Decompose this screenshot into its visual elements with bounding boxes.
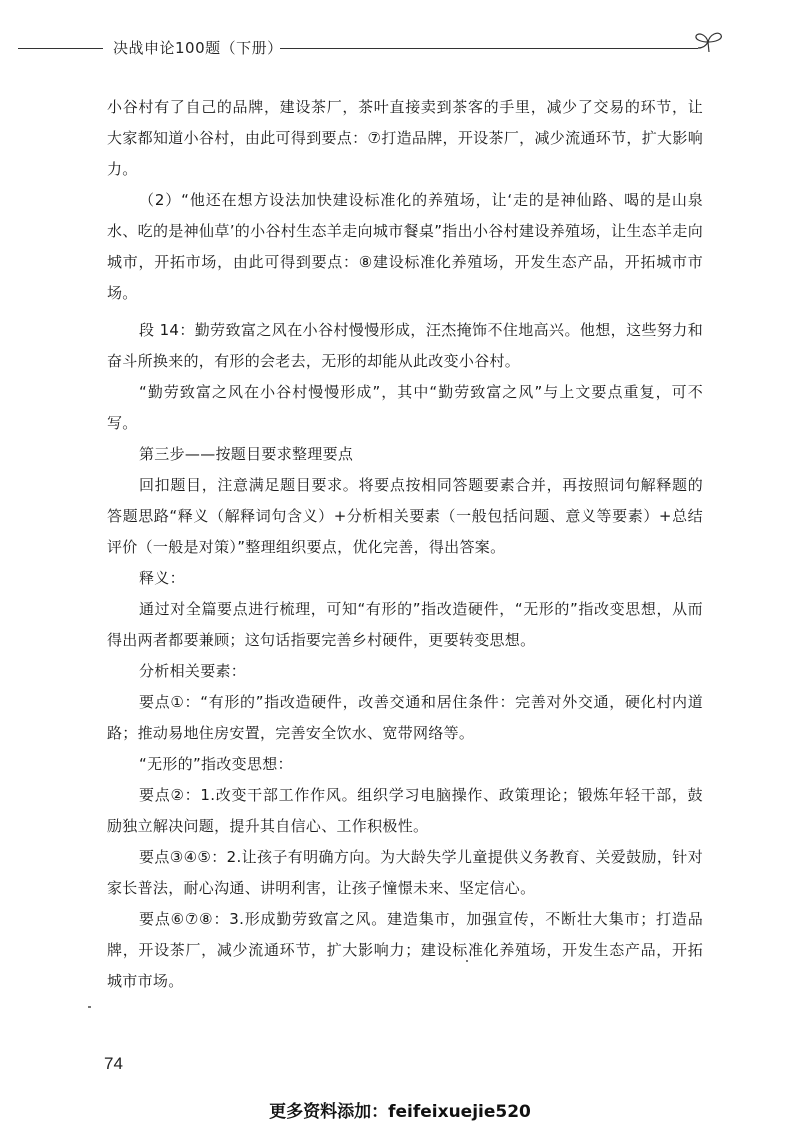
header-rule-left: [18, 48, 103, 49]
header-rule-right: [280, 48, 698, 49]
running-header: [18, 34, 718, 62]
paragraph-answer-approach: 回扣题目，注意满足题目要求。将要点按相同答题要素合并，再按照词句解释题的答题思路“释义（解释词句含义）+分析相关要素（一般包括问题、意义等要素）+总结评价（一般是对策）”整理组织要点，优化完善，得出答案。: [107, 476, 703, 556]
paragraph-point-1: 要点①：“有形的”指改造硬件，改善交通和居住条件：完善对外交通，硬化村内道路；推动易地住房安置，完善安全饮水、宽带网络等。: [107, 693, 703, 742]
scan-speck: [88, 1006, 91, 1008]
paragraph-section-14: 段 14：勤劳致富之风在小谷村慢慢形成，汪杰掩饰不住地高兴。他想，这些努力和奋斗所换来的，有形的会老去，无形的却能从此改变小谷村。: [107, 321, 703, 370]
scan-speck: [466, 960, 468, 962]
page-number: 74: [104, 1054, 123, 1073]
footer-note: 更多资料添加：feifeixuejie520: [269, 1102, 531, 1122]
book-title: 决战申论100题（下册）: [113, 39, 283, 57]
paragraph-duplicate-note: “勤劳致富之风在小谷村慢慢形成”，其中“勤劳致富之风”与上文要点重复，可不写。: [107, 383, 703, 432]
label-analysis: 分析相关要素：: [139, 662, 247, 680]
label-intangible: “无形的”指改变思想：: [139, 755, 293, 773]
paragraph-point-2: （2）“他还在想方设法加快建设标准化的养殖场，让‘走的是神仙路、喝的是山泉水、吃的是神仙草’的小谷村生态羊走向城市餐桌”指出小谷村建设养殖场，让生态羊走向城市，开拓市场，由此可得到要点：⑧建设标准化养殖场，开发生态产品，开拓城市市场。: [107, 191, 703, 302]
step-three-heading: 第三步——按题目要求整理要点: [139, 445, 354, 463]
paragraph-continuation: 小谷村有了自己的品牌，建设茶厂，茶叶直接卖到茶客的手里，减少了交易的环节，让大家都知道小谷村，由此可得到要点：⑦打造品牌，开设茶厂，减少流通环节，扩大影响力。: [107, 98, 703, 178]
label-interpretation: 释义：: [139, 569, 185, 587]
paragraph-interpretation: 通过对全篇要点进行梳理，可知“有形的”指改造硬件，“无形的”指改变思想，从而得出两者都要兼顾；这句话指要完善乡村硬件，更要转变思想。: [107, 600, 703, 649]
page-body: [107, 92, 703, 997]
paragraph-points-6-8: 要点⑥⑦⑧：3.形成勤劳致富之风。建造集市，加强宣传，不断壮大集市；打造品牌，开设茶厂，减少流通环节，扩大影响力；建设标准化养殖场，开发生态产品，开拓城市市场。: [107, 910, 703, 990]
sprout-icon: [690, 28, 726, 56]
paragraph-point-2-cadres: 要点②：1.改变干部工作作风。组织学习电脑操作、政策理论；锻炼年轻干部，鼓励独立解决问题，提升其自信心、工作积极性。: [107, 786, 703, 835]
paragraph-points-3-5: 要点③④⑤：2.让孩子有明确方向。为大龄失学儿童提供义务教育、关爱鼓励，针对家长普法，耐心沟通、讲明利害，让孩子憧憬未来、坚定信心。: [107, 848, 703, 897]
